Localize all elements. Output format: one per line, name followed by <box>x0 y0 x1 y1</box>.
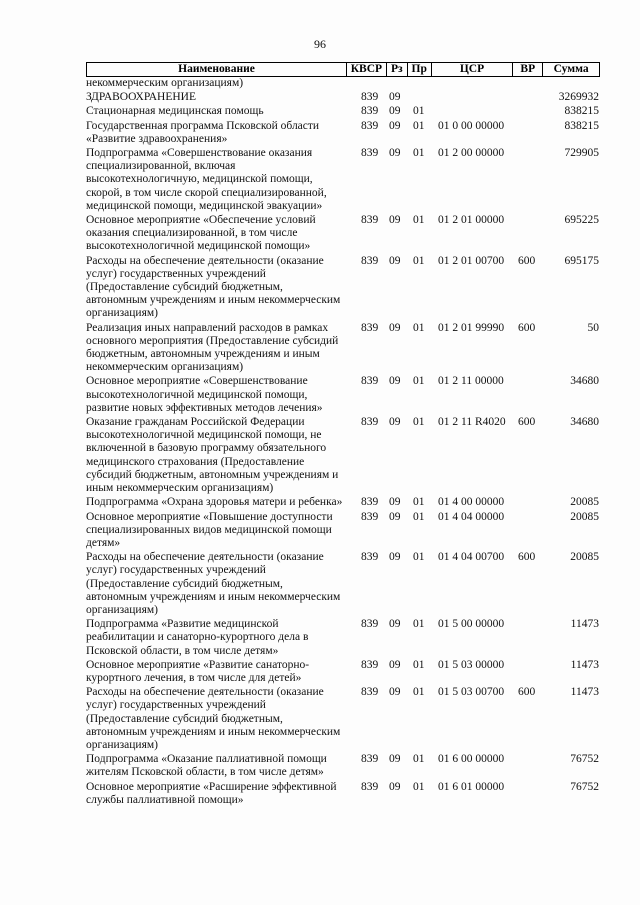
table-row <box>86 255 600 321</box>
cell-rz: 09 <box>389 321 401 334</box>
cell-name: Подпрограмма «Оказание паллиативной помощи жителям Псковской области, в том числе детям» <box>86 753 327 779</box>
cell-vr <box>514 214 544 254</box>
table-row <box>86 214 600 254</box>
table-row <box>86 91 600 104</box>
cell-pr: 01 <box>413 375 425 388</box>
cell-csr: 01 2 11 R4020 <box>438 416 506 429</box>
cell-sum: 695225 <box>564 214 599 227</box>
cell-pr: 01 <box>413 551 425 564</box>
cell-pr: 01 <box>413 686 425 699</box>
cell-name: Основное мероприятие «Расширение эффективной службы паллиативной помощи» <box>86 780 337 806</box>
cell-name: Основное мероприятие «Обеспечение условий оказания специализированной, в том числе высокотехнологичной медицинской помощи» <box>86 214 316 253</box>
cell-csr <box>432 77 514 90</box>
cell-sum: 20085 <box>570 551 599 564</box>
cell-rz: 09 <box>389 91 401 104</box>
cell-kvsr: 839 <box>361 254 379 267</box>
cell-kvsr: 839 <box>361 780 379 793</box>
cell-pr: 01 <box>413 105 425 118</box>
cell-name: Подпрограмма «Совершенствование оказания специализированной, включая высокотехнологичную, медицинской помощи, скорой, в том числе скорой специализированной, медицинской помощи, медицинской эвакуации» <box>86 147 327 212</box>
cell-csr: 01 5 00 00000 <box>438 618 505 631</box>
cell-csr: 01 5 03 00000 <box>438 658 505 671</box>
table-row <box>86 511 600 551</box>
cell-sum: 34680 <box>570 416 599 429</box>
cell-sum: 76752 <box>570 780 599 793</box>
cell-kvsr: 839 <box>361 91 379 104</box>
cell-csr: 01 5 03 00700 <box>438 686 505 699</box>
table-row <box>86 77 600 90</box>
cell-kvsr: 839 <box>361 375 379 388</box>
cell-kvsr: 839 <box>361 686 379 699</box>
cell-pr: 01 <box>413 119 425 132</box>
table-row <box>86 781 600 807</box>
cell-kvsr: 839 <box>361 119 379 132</box>
cell-pr <box>408 91 432 104</box>
cell-rz: 09 <box>389 658 401 671</box>
cell-rz: 09 <box>389 105 401 118</box>
table-body <box>86 77 600 808</box>
page-number: 96 <box>314 37 326 51</box>
cell-name: Государственная программа Псковской области «Развитие здравоохранения» <box>86 119 320 145</box>
cell-vr: 600 <box>518 254 536 267</box>
cell-name: Стационарная медицинская помощь <box>86 105 264 118</box>
cell-rz: 09 <box>389 416 401 429</box>
table-row <box>86 659 600 685</box>
cell-pr: 01 <box>413 321 425 334</box>
table-header <box>86 62 600 77</box>
cell-name: Расходы на обеспечение деятельности (оказание услуг) государственных учреждений (Предоставление субсидий бюджетным, автономным учреждениям и иным некоммерческим организациям) <box>86 254 341 320</box>
cell-pr: 01 <box>413 214 425 227</box>
table-row <box>86 686 600 752</box>
cell-name: Реализация иных направлений расходов в рамках основного мероприятия (Предоставление субсидий бюджетным, автономным учреждениям и иным некоммерческим организациям) <box>86 321 339 374</box>
cell-sum: 11473 <box>570 658 599 671</box>
cell-name: Подпрограмма «Охрана здоровья матери и ребенка» <box>86 496 343 509</box>
cell-name: Основное мероприятие «Развитие санаторно-курортного лечения, в том числе для детей» <box>86 658 310 684</box>
cell-csr: 01 2 01 99990 <box>438 321 505 334</box>
cell-kvsr: 839 <box>361 105 379 118</box>
cell-vr: 600 <box>518 686 536 699</box>
cell-vr <box>514 618 544 658</box>
cell-name: Расходы на обеспечение деятельности (оказание услуг) государственных учреждений (Предоставление субсидий бюджетным, автономным учреждениям и иным некоммерческим организациям) <box>86 686 341 751</box>
cell-vr <box>514 147 544 213</box>
cell-kvsr: 839 <box>361 496 379 509</box>
cell-sum: 11473 <box>570 686 599 699</box>
cell-pr: 01 <box>413 618 425 631</box>
header-name: Наименование <box>87 63 347 76</box>
cell-name: Расходы на обеспечение деятельности (оказание услуг) государственных учреждений (Предоставление субсидий бюджетным, автономным учреждениям и иным некоммерческим организациям) <box>86 551 341 616</box>
table-row <box>86 618 600 658</box>
cell-sum: 695175 <box>564 254 599 267</box>
table-row <box>86 105 600 118</box>
cell-csr <box>432 91 514 104</box>
cell-rz: 09 <box>389 147 401 160</box>
cell-pr <box>408 77 432 90</box>
cell-pr: 01 <box>413 780 425 793</box>
cell-rz: 09 <box>389 119 401 132</box>
cell-pr: 01 <box>413 510 425 523</box>
cell-csr: 01 2 01 00700 <box>438 254 505 267</box>
cell-sum: 34680 <box>570 375 599 388</box>
table-row <box>86 416 600 495</box>
cell-rz: 09 <box>389 254 401 267</box>
cell-rz: 09 <box>389 214 401 227</box>
cell-pr: 01 <box>413 753 425 766</box>
cell-kvsr: 839 <box>361 214 379 227</box>
header-pr: Пр <box>408 63 432 76</box>
cell-csr: 01 4 04 00000 <box>438 510 505 523</box>
cell-csr: 01 2 11 00000 <box>438 375 504 388</box>
cell-pr: 01 <box>413 254 425 267</box>
cell-vr <box>514 105 544 118</box>
cell-vr: 600 <box>518 551 536 564</box>
cell-kvsr: 839 <box>361 658 379 671</box>
cell-kvsr: 839 <box>361 618 379 631</box>
cell-rz: 09 <box>389 496 401 509</box>
cell-pr: 01 <box>413 147 425 160</box>
table-row <box>86 120 600 146</box>
cell-kvsr: 839 <box>361 416 379 429</box>
cell-csr: 01 6 01 00000 <box>438 780 505 793</box>
cell-pr: 01 <box>413 416 425 429</box>
cell-sum: 838215 <box>564 119 599 132</box>
header-csr: ЦСР <box>432 63 514 76</box>
cell-name: Оказание гражданам Российской Федерации высокотехнологичной медицинской помощи, не включенной в базовую программу обязательного медицинского страхования (Предоставление субсидий бюджетным, автономным учреждениям и иным некоммерческим организациям) <box>86 416 339 495</box>
table-row <box>86 753 600 779</box>
cell-sum: 11473 <box>570 618 599 631</box>
cell-kvsr: 839 <box>361 753 379 766</box>
cell-pr: 01 <box>413 496 425 509</box>
cell-csr: 01 0 00 00000 <box>438 119 505 132</box>
cell-sum <box>544 77 600 90</box>
cell-kvsr: 839 <box>361 321 379 334</box>
cell-sum: 20085 <box>570 496 599 509</box>
table-row <box>86 551 600 617</box>
cell-name: некоммерческим организациям) <box>86 77 244 89</box>
cell-kvsr: 839 <box>361 147 379 160</box>
header-vr: ВР <box>513 63 543 76</box>
cell-csr: 01 4 00 00000 <box>438 496 505 509</box>
cell-csr: 01 2 01 00000 <box>438 214 505 227</box>
cell-name: Основное мероприятие «Совершенствование высокотехнологичной медицинской помощи, развитие новых эффективных методов лечения» <box>86 375 323 414</box>
cell-vr <box>514 91 544 104</box>
cell-rz: 09 <box>389 753 401 766</box>
cell-vr <box>514 120 544 146</box>
cell-kvsr: 839 <box>361 510 379 523</box>
table-row <box>86 375 600 415</box>
cell-vr <box>514 496 544 509</box>
cell-sum: 50 <box>587 321 599 334</box>
cell-rz: 09 <box>389 686 401 699</box>
cell-csr: 01 6 00 00000 <box>438 753 505 766</box>
cell-csr <box>432 105 514 118</box>
cell-pr: 01 <box>413 658 425 671</box>
cell-vr <box>514 375 544 415</box>
cell-sum: 838215 <box>564 105 599 118</box>
table-row <box>86 147 600 213</box>
cell-csr: 01 2 00 00000 <box>438 147 505 160</box>
cell-vr: 600 <box>518 321 536 334</box>
header-kvsr: КВСР <box>347 63 387 76</box>
cell-vr <box>514 77 544 90</box>
cell-sum: 729905 <box>564 147 599 160</box>
cell-name: ЗДРАВООХРАНЕНИЕ <box>86 91 197 104</box>
header-sum: Сумма <box>553 63 589 75</box>
cell-rz <box>387 77 408 90</box>
cell-vr <box>514 781 544 807</box>
cell-csr: 01 4 04 00700 <box>438 551 505 564</box>
cell-vr <box>514 511 544 551</box>
cell-kvsr <box>347 77 387 90</box>
cell-vr <box>514 659 544 685</box>
cell-sum: 3269932 <box>558 91 599 104</box>
cell-vr: 600 <box>518 416 536 429</box>
cell-rz: 09 <box>389 551 401 564</box>
cell-rz: 09 <box>389 375 401 388</box>
cell-sum: 76752 <box>570 753 599 766</box>
header-rz: Рз <box>387 63 408 76</box>
table-row <box>86 496 600 509</box>
cell-vr <box>514 753 544 779</box>
cell-name: Основное мероприятие «Повышение доступности специализированных видов медицинской помощи детям» <box>86 510 333 549</box>
table-row <box>86 322 600 375</box>
cell-rz: 09 <box>389 780 401 793</box>
cell-name: Подпрограмма «Развитие медицинской реабилитации и санаторно-курортного дела в Псковской области, в том числе детям» <box>86 618 309 657</box>
cell-rz: 09 <box>389 618 401 631</box>
cell-sum: 20085 <box>570 510 599 523</box>
cell-rz: 09 <box>389 510 401 523</box>
cell-kvsr: 839 <box>361 551 379 564</box>
